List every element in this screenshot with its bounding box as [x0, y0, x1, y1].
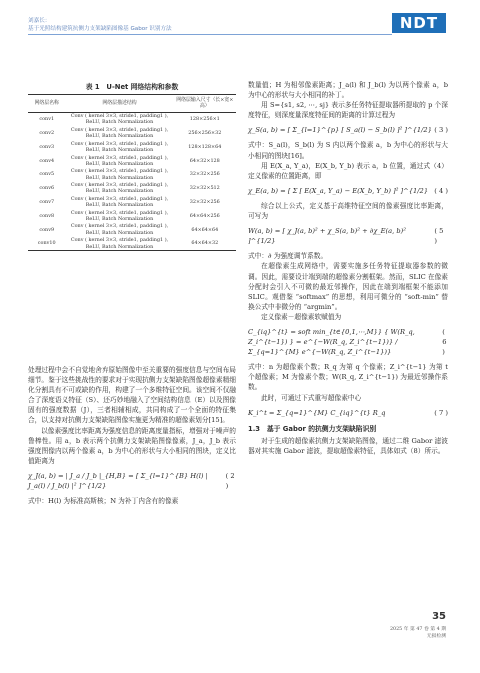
header-author: 刘嘉长：: [28, 18, 51, 24]
right-paragraph-6: 式中：∂ 为强度调节系数。: [248, 252, 328, 261]
equation-6: [248, 327, 448, 357]
table-row: [28, 195, 236, 209]
left-paragraph-1: 处理过程中会不自觉地舍弃原始图像中至关重要的强度信息与空间布局细节。鉴于这些挑战性的要求对于实现抗侧力支架缺陷图像超像素精细化分割具有不可或缺的作用，构建了一个多维特征空间。该空间不仅融合了深度语义特征（S）、还巧妙地融入了空间结构信息（E）以及图像固有的强度数据（J），三者相辅相成，共同构成了一个全面的特征集合，以支持对抗侧力支架缺陷图像实施更为精准的超像素划分[15]。: [28, 366, 236, 425]
right-paragraph-1: 数量值；H 为相邻像素距离；J_a(l) 和 J_b(l) 为以两个像素 a，b 为中心的形状与大小相同的补丁。: [248, 81, 448, 100]
left-paragraph-3: 式中：H(l) 为标准高斯核；N 为补丁内含有的像素: [28, 497, 179, 506]
table-cell-desc: Conv ( kernel 3×3, stride1, padding1 ), ReLU, Batch Normalization: [70, 126, 169, 140]
table-cell-desc: Conv ( kernel 3×3, stride1, padding1 ), ReLU, Batch Normalization: [70, 195, 169, 209]
right-paragraph-9: 式中：n 为超像素个数；R_q 为第 q 个像素；Z_i^{t−1} 为第 t 个超像素；M 为像素个数；W(R_q, Z_i^{t−1}) 为最近邻操作系数。: [248, 363, 448, 392]
col-header-name: 网络层名称: [28, 95, 65, 113]
table-cell-desc: Conv ( kernel 3×3, stride1, padding1 ), ReLU, Batch Normalization: [70, 209, 169, 222]
col-header-desc: 网络层描述结构: [65, 95, 173, 113]
equation-5: [248, 226, 448, 246]
equation-4: [248, 186, 448, 196]
table-cell-desc: Conv ( kernel 3×3, stride1, padding1 ), ReLU, Batch Normalization: [70, 223, 169, 236]
network-table: [28, 94, 236, 251]
equation-6-number: ( 6 ): [442, 327, 447, 357]
equation-7: [248, 408, 448, 418]
left-paragraph-2: 以像素强度比率距离为强度信息的距离度量指标，增强对于噪声的鲁棒性。用 a，b 表示两个抗侧力支架缺陷图像像素，J_a，J_b 表示强度图像内以两个像素 a，b 为中心的形状与大小相同的图块，定义比值距离为: [28, 426, 236, 465]
table-cell-size: 64×64×256: [189, 212, 220, 219]
equation-6-body: C_{iq}^{t} = soft min_{t∈{0,1,⋯,M}} { W(R_q, Z_i^{t−1}) } = e^{−W(R_q, Z_i^{t−1})} / Σ_{q=1}^{M} e^{−W(R_q, Z_i^{t−1})}: [248, 327, 415, 357]
equation-4-body: χ_E(a, b) = [ Σ [ E(X_a, Y_a) − E(X_b, Y_b) ]² ]^{1/2}: [248, 186, 429, 195]
right-paragraph-5: 综合以上公式，定义基于高维特征空间的像素强度比率距离，可写为: [248, 201, 448, 221]
running-header: [28, 17, 172, 33]
right-paragraph-10: 此时，可通过下式重写超像素中心: [261, 393, 362, 402]
equation-5-number: ( 5 ): [434, 227, 444, 246]
right-paragraph-7: 在超像素生成网络中，需要实施多任务特征提取器参数的微调。因此，需要设计端到端的超像素分割框架。然而，SLIC 在像素分配时会引入不可微的最近邻操作，因此在端到端框架不能添加 SLIC。观借鉴 “softmax” 的思想，利用可微分的 “soft-min” 替换公式中非微分的 “argmin”。: [248, 262, 448, 311]
table-cell-desc: Conv ( kernel 3×3, stride1, padding1 ), ReLU, Batch Normalization: [70, 113, 169, 126]
table-cell-name: conv6: [39, 185, 55, 192]
table-cell-name: conv9: [39, 226, 55, 233]
table-cell-size: 64×64×64: [191, 226, 219, 233]
table-row: [28, 237, 236, 251]
table-cell-name: conv5: [39, 171, 55, 178]
table-row: [28, 112, 236, 126]
header-rule: [28, 34, 392, 35]
equation-2-body: χ_J(a, b) = | J_a / J_b |_{H,B} = [ Σ_{l=1}^{B} H(l) | J_a(l) / J_b(l) |² ]^{1/2}: [28, 471, 208, 491]
right-paragraph-11: 对于生成的超像素抗侧力支架缺陷图像，通过二维 Gabor 滤波器对其实施 Gabor 滤波，提取超像素特征，具体如式（8）所示。: [248, 436, 448, 455]
table-row: [28, 126, 236, 140]
table-cell-desc: Conv ( kernel 3×3, stride1, padding1 ), ReLU, Batch Normalization: [70, 182, 169, 195]
table-cell-name: conv3: [39, 143, 55, 150]
table-row: [28, 140, 236, 154]
table-cell-desc: Conv ( kernel 3×3, stride1, padding1 ), ReLU, Batch Normalization: [70, 140, 169, 154]
table-cell-desc: Conv ( kernel 3×3, stride1, padding1 ), ReLU, Batch Normalization: [70, 154, 169, 167]
table-row: [28, 182, 236, 196]
right-paragraph-3: 式中：S_a(l)，S_b(l) 为 S 内以两个像素 a，b 为中心的形状与大小相同的图块[16]。: [248, 141, 448, 160]
equation-7-body: K_i^t = Σ_{q=1}^{M} C_{iq}^{t} R_q: [248, 408, 386, 417]
table-header-row: [28, 95, 236, 113]
header-title: 基于光照结构建筑抗侧力支架缺陷图像基 Gabor 识别方法: [28, 26, 172, 32]
equation-7-number: ( 7 ): [434, 408, 448, 417]
equation-3-number: ( 3 ): [434, 126, 448, 135]
page-number: 35: [432, 611, 446, 622]
equation-2: [28, 471, 236, 491]
table-cell-size: 32×32×256: [189, 199, 220, 206]
journal-footer: [390, 626, 446, 640]
table-cell-size: 128×128×64: [188, 143, 222, 150]
footer-issue: 2025 年 第 47 卷 第 4 期: [389, 627, 446, 632]
table-row: [28, 223, 236, 237]
footer-journal: 无损检测: [426, 634, 446, 639]
col-header-size: 网络层输入尺寸（长×宽×高）: [174, 95, 236, 113]
table-cell-size: 128×256×1: [189, 116, 220, 123]
table-cell-desc: Conv ( kernel 3×3, stride1, padding1 ), ReLU, Batch Normalization: [70, 168, 169, 181]
equation-5-body: W(a, b) = [ χ_J(a, b)² + χ_S(a, b)² + ∂χ_E(a, b)² ]^{1/2}: [248, 227, 406, 246]
table-row: [28, 168, 236, 182]
right-column: [248, 80, 448, 456]
table-cell-size: 64×64×32: [174, 237, 236, 251]
table-cell-size: 32×32×256: [189, 171, 220, 178]
journal-logo: NDT: [392, 13, 446, 33]
table-cell-name: conv1: [39, 116, 55, 123]
equation-3: [248, 125, 448, 135]
table-cell-name: conv4: [39, 157, 55, 164]
left-column: [28, 365, 236, 506]
table-row: [28, 209, 236, 223]
equation-3-body: χ_S(a, b) = [ Σ_{l=1}^{p} [ S_a(l) − S_b(l) ]² ]^{1/2}: [248, 126, 432, 135]
equation-4-number: ( 4 ): [434, 186, 448, 195]
equation-2-number: ( 2 ): [225, 471, 235, 491]
table-cell-name: conv7: [39, 199, 55, 206]
table-cell-size: 256×256×32: [188, 130, 222, 137]
section-heading: 1.3 基于 Gabor 的抗侧力支架缺陷识别: [248, 424, 377, 433]
table-cell-name: conv10: [28, 237, 65, 251]
table-cell-size: 32×32×512: [189, 185, 220, 192]
table-caption: 表 1 U-Net 网络结构和参数: [85, 83, 179, 91]
table-cell-name: conv2: [39, 130, 55, 137]
right-paragraph-2: 用 S={s1, s2, ⋯, sj} 表示多任务特征提取器所提取的 p 个深度特征，则深度量深度特征间的距离的计算过程为: [248, 101, 448, 120]
right-paragraph-8: 定义像素－超像素软赋值为: [261, 312, 342, 321]
table-cell-size: 64×32×128: [189, 157, 220, 164]
table-cell-desc: Conv ( kernel 3×3, stride1, padding1 ), ReLU, Batch Normalization: [65, 237, 173, 251]
table-cell-name: conv8: [39, 212, 55, 219]
right-paragraph-4: 用 E(X_a, Y_a)，E(X_b, Y_b) 表示 a，b 位置，通过式（4）定义像素的位置距离，即: [248, 161, 448, 180]
table-row: [28, 154, 236, 168]
